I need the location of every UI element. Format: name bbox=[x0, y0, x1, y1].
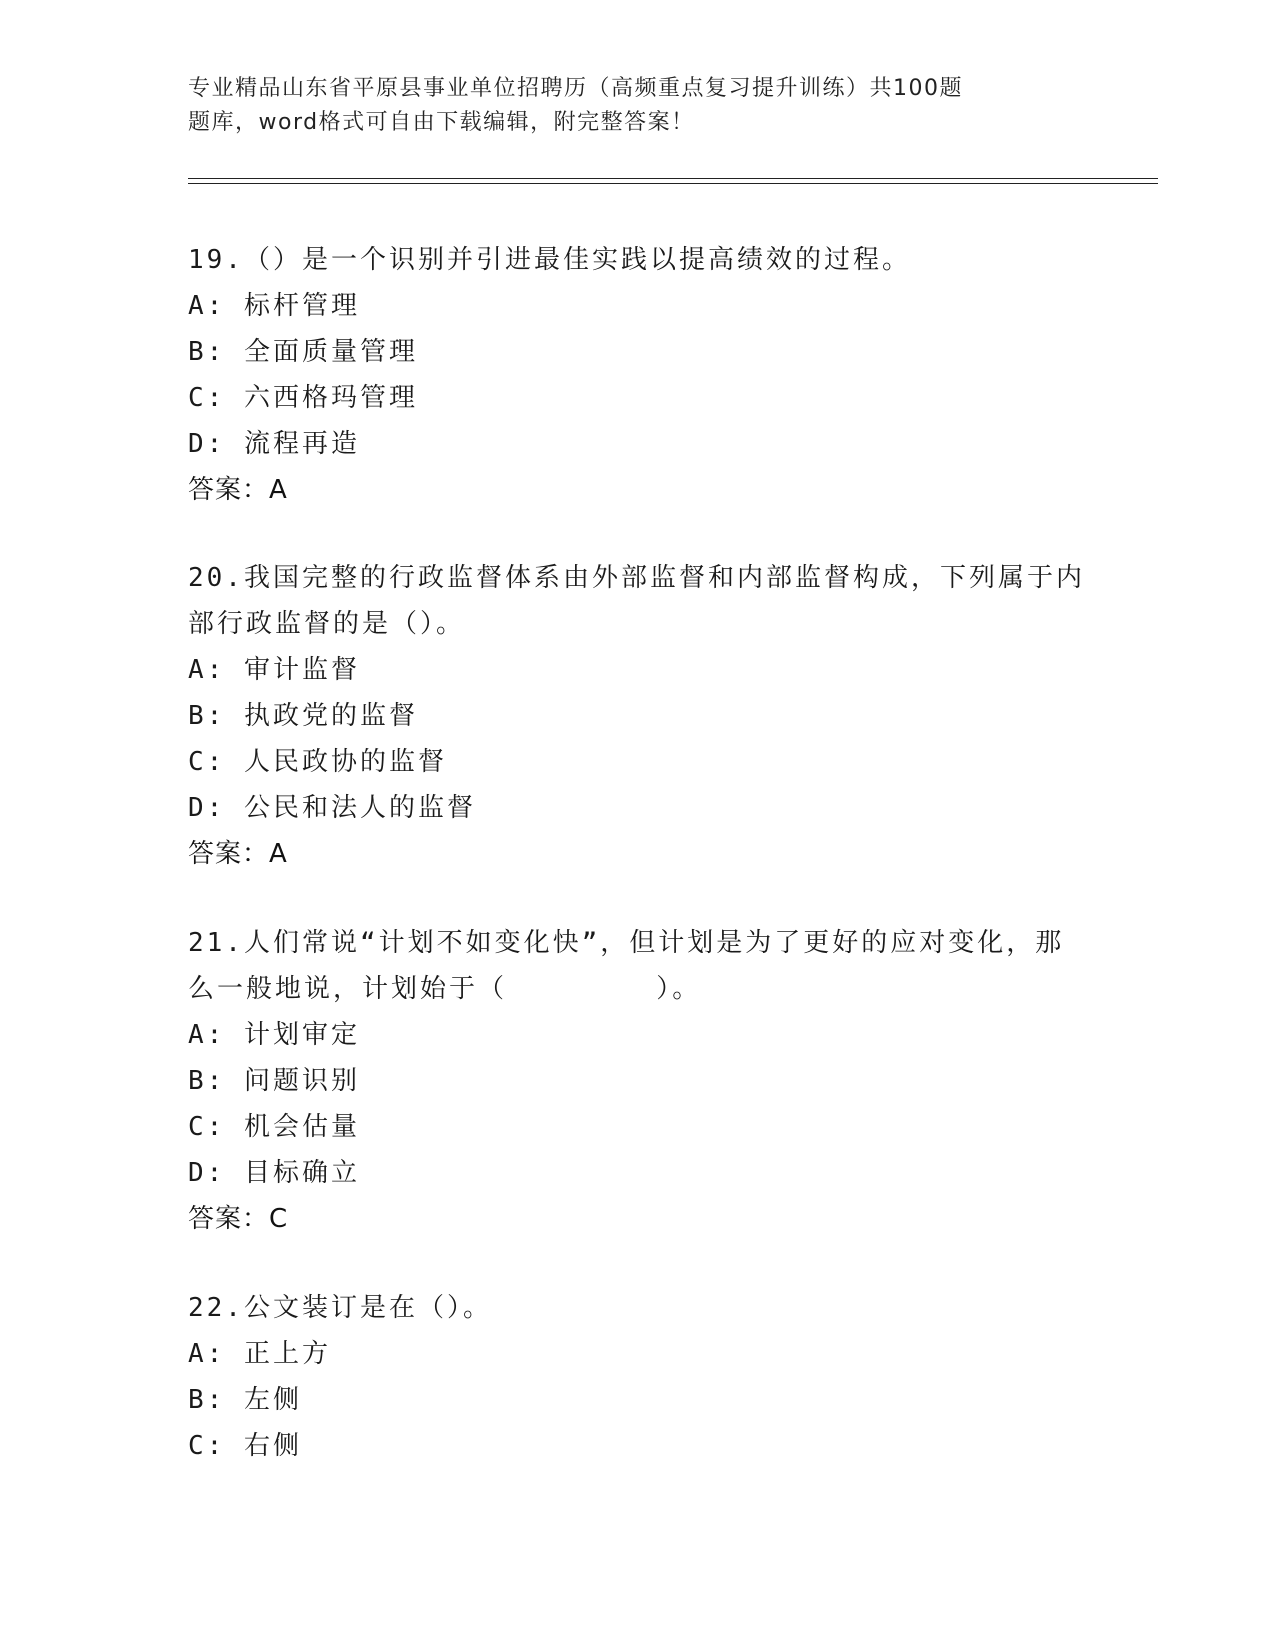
option-b: B: 执政党的监督 bbox=[188, 701, 418, 731]
answer-label: 答案：A bbox=[188, 839, 288, 869]
question-stem: 22.公文装订是在（）。 bbox=[188, 1293, 492, 1323]
option-d: D: 目标确立 bbox=[188, 1158, 360, 1188]
question-20 bbox=[188, 555, 1088, 877]
question-stem-line-2: 部行政监督的是（）。 bbox=[188, 609, 466, 639]
question-19 bbox=[188, 237, 1088, 513]
option-a: A: 标杆管理 bbox=[188, 291, 360, 321]
document-header bbox=[188, 72, 1088, 140]
answer-label: 答案：A bbox=[188, 475, 288, 505]
question-stem: 19.（）是一个识别并引进最佳实践以提高绩效的过程。 bbox=[188, 245, 911, 275]
option-c: C: 六西格玛管理 bbox=[188, 383, 418, 413]
header-divider-bottom bbox=[188, 183, 1158, 184]
header-line-1: 专业精品山东省平原县事业单位招聘历（高频重点复习提升训练）共100题 bbox=[188, 76, 963, 101]
question-stem-line-2: 么一般地说，计划始于（ ）。 bbox=[188, 974, 702, 1004]
option-b: B: 左侧 bbox=[188, 1385, 302, 1415]
option-d: D: 公民和法人的监督 bbox=[188, 793, 476, 823]
option-d: D: 流程再造 bbox=[188, 429, 360, 459]
option-a: A: 审计监督 bbox=[188, 655, 360, 685]
question-22 bbox=[188, 1285, 1088, 1469]
option-c: C: 右侧 bbox=[188, 1431, 302, 1461]
answer-label: 答案：C bbox=[188, 1204, 289, 1234]
option-a: A: 计划审定 bbox=[188, 1020, 360, 1050]
option-c: C: 机会估量 bbox=[188, 1112, 360, 1142]
header-divider-top bbox=[188, 178, 1158, 179]
option-b: B: 问题识别 bbox=[188, 1066, 360, 1096]
option-b: B: 全面质量管理 bbox=[188, 337, 418, 367]
option-c: C: 人民政协的监督 bbox=[188, 747, 447, 777]
question-stem-line-1: 21.人们常说“计划不如变化快”，但计划是为了更好的应对变化，那 bbox=[188, 928, 1065, 958]
header-line-2: 题库，word格式可自由下载编辑，附完整答案！ bbox=[188, 110, 695, 135]
question-stem-line-1: 20.我国完整的行政监督体系由外部监督和内部监督构成，下列属于内 bbox=[188, 563, 1085, 593]
option-a: A: 正上方 bbox=[188, 1339, 331, 1369]
question-21 bbox=[188, 920, 1088, 1242]
